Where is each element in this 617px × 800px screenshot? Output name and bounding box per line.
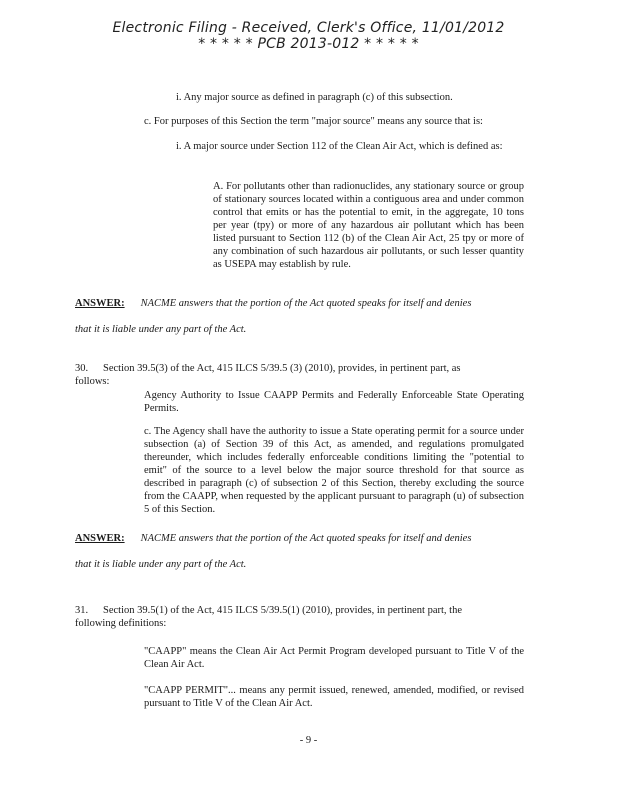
paragraph-31-line2: following definitions: <box>75 618 167 629</box>
answer-2-text: NACME answers that the portion of the Act quoted speaks for itself and denies <box>140 533 472 544</box>
paragraph-30-line2: follows: <box>75 376 110 387</box>
paragraph-31-line1 <box>75 604 462 617</box>
item-i-major-source: i. Any major source as defined in paragraph (c) of this subsection. <box>176 92 453 103</box>
item-c-definition: c. For purposes of this Section the term "major source" means any source that is: <box>144 116 483 127</box>
paragraph-30-subsection-c: c. The Agency shall have the authority to issue a State operating permit for a source under subsection (a) of Section 39 of this Act, as amended, and regulations promulgated thereunder, which includes federally enforceable conditions limiting the "potential to emit" of the source to a level below the major source threshold for that source as described in paragraph (c) of subsection 2 of this Section, thereby excluding the source from the CAAPP, when requested by the applicant pursuant to paragraph (u) of subsection 5 of this Section. <box>144 426 524 515</box>
item-i-section-112: i. A major source under Section 112 of the Clean Air Act, which is defined as: <box>176 141 503 152</box>
filing-stamp-line1: Electronic Filing - Received, Clerk's Office, 11/01/2012 <box>112 20 505 36</box>
answer-2-label: ANSWER: <box>75 533 125 544</box>
answer-2 <box>75 532 471 545</box>
answer-1-text: NACME answers that the portion of the Act quoted speaks for itself and denies <box>140 298 472 309</box>
page-number: - 9 - <box>299 735 318 746</box>
answer-2-continued: that it is liable under any part of the Act. <box>75 559 247 570</box>
definition-caapp-permit: "CAAPP PERMIT"... means any permit issued, renewed, amended, modified, or revised pursuant to Title V of the Clean Air Act. <box>144 685 524 709</box>
filing-stamp-line2: * * * * * PCB 2013-012 * * * * * <box>198 36 419 52</box>
paragraph-30-line1 <box>75 362 461 375</box>
answer-1-continued: that it is liable under any part of the Act. <box>75 324 247 335</box>
answer-1 <box>75 297 471 310</box>
paragraph-31-number: 31. <box>75 605 89 616</box>
paragraph-30-text: Section 39.5(3) of the Act, 415 ILCS 5/39.5 (3) (2010), provides, in pertinent part, as <box>103 363 461 374</box>
paragraph-30-heading: Agency Authority to Issue CAAPP Permits and Federally Enforceable State Operating Permits. <box>144 390 524 414</box>
item-A-pollutants: A. For pollutants other than radionuclides, any stationary source or group of stationary sources located within a contiguous area and under common control that emits or has the potential to emit, in the aggregate, 10 tons per year (tpy) or more of any hazardous air pollutant which has been listed pursuant to Section 112 (b) of the Clean Air Act, 25 tpy or more of any combination of such hazardous air pollutants, or such lesser quantity as USEPA may establish by rule. <box>213 181 524 270</box>
answer-1-label: ANSWER: <box>75 298 125 309</box>
paragraph-31-text: Section 39.5(1) of the Act, 415 ILCS 5/39.5(1) (2010), provides, in pertinent part, the <box>103 605 462 616</box>
definition-caapp: "CAAPP" means the Clean Air Act Permit Program developed pursuant to Title V of the Clean Air Act. <box>144 646 524 670</box>
paragraph-30-number: 30. <box>75 363 89 374</box>
